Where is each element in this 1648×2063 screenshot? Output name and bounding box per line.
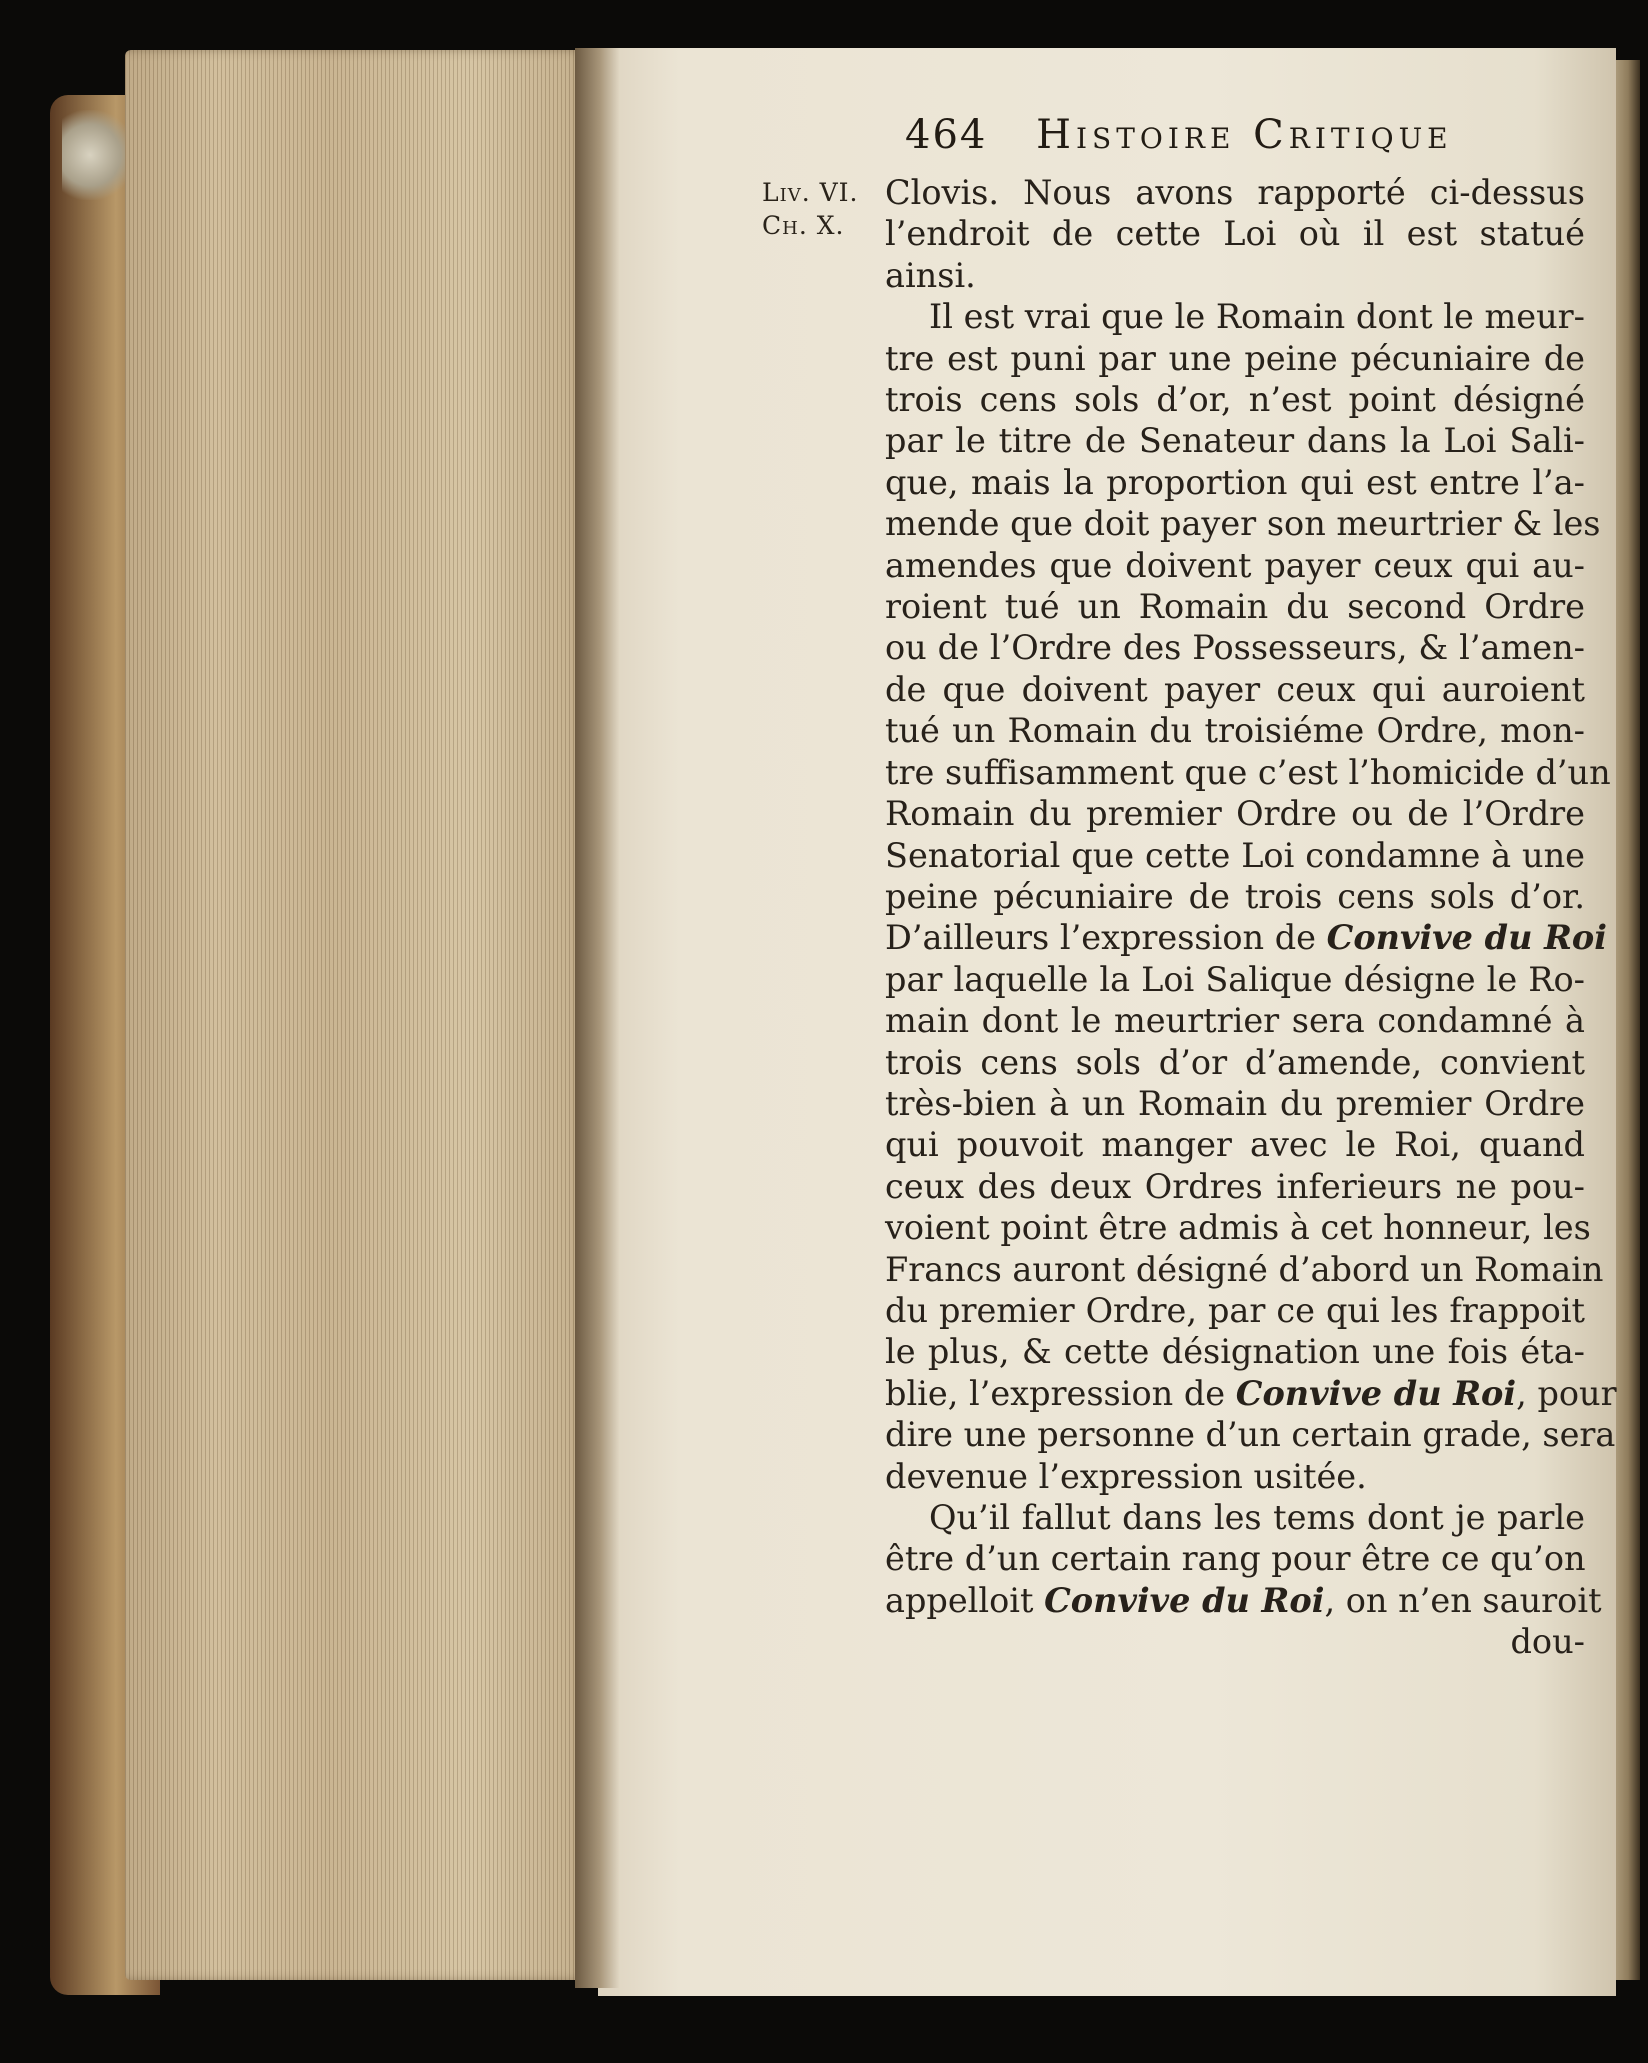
text-line <box>885 959 1585 1000</box>
page-edges <box>125 50 585 1980</box>
text-line-content: voient point être admis à cet honneur, les <box>885 1208 1591 1248</box>
text-line-content: du premier Ordre, par ce qui les frappoit <box>885 1290 1585 1330</box>
italic-phrase: Convive du Roi <box>1326 918 1608 958</box>
text-line-content: appelloit <box>885 1580 1045 1620</box>
text-line <box>885 835 1585 876</box>
text-line-content: roient tué un Romain du second Ordre <box>885 587 1585 627</box>
text-line-content: D’ailleurs l’expression de <box>885 918 1327 958</box>
text-line-tail: , on n’en sauroit <box>1324 1580 1602 1620</box>
margin-note-chapter: Ch. X. <box>762 211 845 240</box>
text-line <box>885 1249 1604 1290</box>
text-line <box>885 1290 1585 1331</box>
text-line-content: très-bien à un Romain du premier Ordre <box>885 1083 1585 1123</box>
text-line-content: qui pouvoit manger avec le Roi, quand <box>885 1125 1585 1165</box>
text-line-content: amendes que doivent payer ceux qui au- <box>885 545 1585 585</box>
text-line-content: être d’un certain rang pour être ce qu’on <box>885 1539 1586 1579</box>
text-line <box>885 752 1611 793</box>
text-line <box>885 1456 1585 1497</box>
text-line-content: mende que doit payer son meurtrier & les <box>885 504 1601 544</box>
text-line-content: Il est vrai que le Romain dont le meur- <box>929 297 1585 337</box>
text-line <box>885 1497 1585 1538</box>
text-line-content: Clovis. Nous avons rapporté ci-dessus <box>885 173 1585 212</box>
text-line <box>885 1373 1617 1414</box>
text-line-content: de que doivent payer ceux qui auroient <box>885 669 1585 709</box>
text-line-content: l’endroit de cette Loi où il est statué <box>885 214 1585 254</box>
text-line-content: Romain du premier Ordre ou de l’Ordre <box>885 794 1585 834</box>
text-line-content: par laquelle la Loi Salique désigne le Ro- <box>885 959 1585 999</box>
italic-phrase: Convive du Roi <box>1044 1580 1325 1620</box>
text-line-content: devenue l’expression usitée. <box>885 1456 1367 1496</box>
text-line <box>885 462 1585 503</box>
text-line <box>885 503 1601 544</box>
text-line-content: dire une personne d’un certain grade, sera <box>885 1415 1616 1455</box>
page-number: 464 <box>905 112 988 158</box>
text-line-content: main dont le meurtrier sera condamné à <box>885 1001 1585 1041</box>
text-line <box>885 669 1585 710</box>
text-line <box>885 586 1585 627</box>
margin-note <box>762 176 858 242</box>
text-line-content: ceux des deux Ordres inferieurs ne pou- <box>885 1166 1585 1206</box>
text-line <box>885 1580 1602 1621</box>
text-line <box>885 255 1585 296</box>
text-line <box>885 627 1585 668</box>
text-line-content: Senatorial que cette Loi condamne à une <box>885 835 1585 875</box>
text-line-content: tre suffisamment que c’est l’homicide d’un <box>885 752 1611 792</box>
text-line-content: ou de l’Ordre des Possesseurs, & l’amen- <box>885 628 1585 668</box>
text-line <box>885 338 1585 379</box>
text-line <box>885 793 1585 834</box>
text-line <box>885 1414 1616 1455</box>
text-line <box>885 379 1585 420</box>
italic-phrase: Convive du Roi <box>1235 1373 1517 1413</box>
text-line-content: blie, l’expression de <box>885 1373 1236 1413</box>
text-line <box>885 1538 1585 1579</box>
running-title: Histoire Critique <box>1036 112 1453 158</box>
text-line-content: ainsi. <box>885 255 976 295</box>
text-line-content: trois cens sols d’or, n’est point désigné <box>885 380 1585 420</box>
text-line-content: tué un Romain du troisiéme Ordre, mon- <box>885 711 1585 751</box>
text-line-content: le plus, & cette désignation une fois éta- <box>885 1332 1585 1372</box>
text-line-content: tre est puni par une peine pécuniaire de <box>885 338 1585 378</box>
text-line-content: que, mais la proportion qui est entre l’a- <box>885 462 1585 502</box>
running-header <box>905 112 1545 158</box>
text-line <box>885 917 1608 958</box>
text-line <box>885 1083 1585 1124</box>
text-line-content: dou- <box>1510 1622 1585 1662</box>
text-line <box>885 1124 1585 1165</box>
text-line-tail: , pour <box>1516 1373 1617 1413</box>
text-line <box>885 172 1585 213</box>
text-line <box>885 1331 1585 1372</box>
text-line-content: peine pécuniaire de trois cens sols d’or. <box>885 876 1585 916</box>
text-line-content: par le titre de Senateur dans la Loi Sali- <box>885 421 1585 461</box>
text-line <box>885 1207 1591 1248</box>
text-line <box>885 1042 1585 1083</box>
text-line <box>885 1166 1585 1207</box>
text-line-content: trois cens sols d’or d’amende, convient <box>885 1042 1585 1082</box>
cover-damage <box>62 110 132 200</box>
text-line-content: Qu’il fallut dans les tems dont je parle <box>929 1498 1585 1537</box>
text-line <box>885 1621 1585 1662</box>
text-line-content: Francs auront désigné d’abord un Romain <box>885 1249 1604 1289</box>
text-line <box>885 1000 1585 1041</box>
body-text <box>885 172 1617 1663</box>
text-line <box>885 876 1585 917</box>
text-line <box>885 296 1585 337</box>
gutter-shadow <box>575 48 620 1988</box>
margin-note-book: Liv. VI. <box>762 178 859 207</box>
text-line <box>885 545 1585 586</box>
text-line <box>885 710 1585 751</box>
text-line <box>885 213 1585 254</box>
text-line <box>885 420 1585 461</box>
